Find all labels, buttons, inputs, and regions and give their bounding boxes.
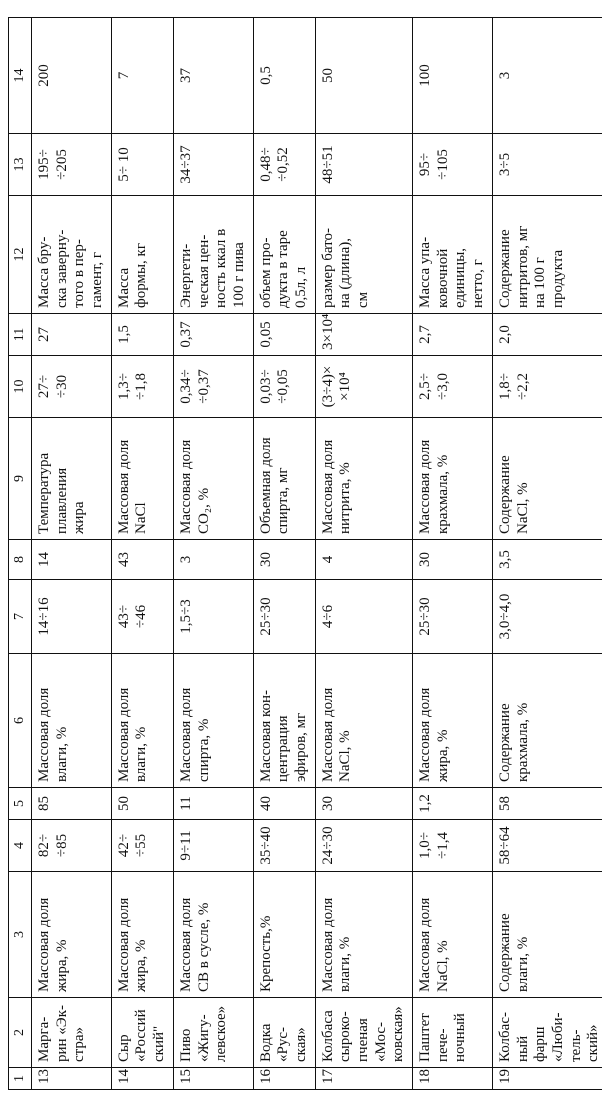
- range-1: 24÷30: [315, 820, 412, 872]
- range-4: 0,48÷ ÷0,52: [253, 134, 315, 196]
- range-4: 195÷ ÷205: [32, 134, 112, 196]
- value-3: 0,05: [253, 314, 315, 356]
- value-2: 30: [413, 540, 493, 580]
- parameter-2: Массовая доля жира, %: [413, 654, 493, 788]
- column-number: 13: [9, 134, 32, 196]
- value-3: 2,7: [413, 314, 493, 356]
- row-number: 13: [32, 1068, 112, 1090]
- range-3: 0,34÷ ÷0,37: [173, 356, 253, 418]
- range-1: 58÷64: [492, 820, 602, 872]
- parameter-1: Содержание влаги, %: [492, 872, 602, 998]
- parameter-2: Массовая доля NaCl, %: [315, 654, 412, 788]
- range-1: 9÷11: [173, 820, 253, 872]
- product-name: Пиво «Жигу- левское»: [173, 998, 253, 1068]
- column-number: 8: [9, 540, 32, 580]
- value-3: 27: [32, 314, 112, 356]
- parameter-2: Массовая доля влаги, %: [111, 654, 173, 788]
- product-name: Марга- рин «Эк- стра»: [32, 998, 112, 1068]
- range-2: 3,0÷4,0: [492, 580, 602, 654]
- column-number: 4: [9, 820, 32, 872]
- table-row: [315, 18, 412, 1090]
- column-number: 14: [9, 18, 32, 134]
- parameter-1: Массовая доля жира, %: [32, 872, 112, 998]
- range-4: 3÷5: [492, 134, 602, 196]
- value-2: 43: [111, 540, 173, 580]
- row-number: 14: [111, 1068, 173, 1090]
- value-2: 3: [173, 540, 253, 580]
- parameter-3: Массовая доля CO₂, %: [173, 418, 253, 540]
- parameter-1: Массовая доля жира, %: [111, 872, 173, 998]
- value-1: 11: [173, 788, 253, 820]
- table-row: [173, 18, 253, 1090]
- parameter-3: Массовая доля нитрита, %: [315, 418, 412, 540]
- value-4: 7: [111, 18, 173, 134]
- range-3: (3÷4)× ×10⁴: [315, 356, 412, 418]
- range-1: 1,0÷ ÷1,4: [413, 820, 493, 872]
- range-4: 5÷ 10: [111, 134, 173, 196]
- value-3: 3×10⁴: [315, 314, 412, 356]
- table-row: [32, 18, 112, 1090]
- parameter-4: Масса формы, кг: [111, 196, 173, 314]
- parameter-3: Массовая доля NaCl: [111, 418, 173, 540]
- product-name: Колбас- ный фарш «Люби- тель- ский»: [492, 998, 602, 1068]
- range-2: 25÷30: [253, 580, 315, 654]
- value-1: 1,2: [413, 788, 493, 820]
- value-1: 85: [32, 788, 112, 820]
- value-4: 37: [173, 18, 253, 134]
- value-4: 200: [32, 18, 112, 134]
- parameter-2: Содержание крахмала, %: [492, 654, 602, 788]
- range-2: 4÷6: [315, 580, 412, 654]
- row-number: 17: [315, 1068, 412, 1090]
- column-number: 11: [9, 314, 32, 356]
- value-3: 2,0: [492, 314, 602, 356]
- value-3: 1,5: [111, 314, 173, 356]
- column-number: 12: [9, 196, 32, 314]
- value-1: 40: [253, 788, 315, 820]
- value-2: 3,5: [492, 540, 602, 580]
- parameter-2: Массовая доля влаги, %: [32, 654, 112, 788]
- value-2: 30: [253, 540, 315, 580]
- range-3: 1,8÷ ÷2,2: [492, 356, 602, 418]
- range-2: 43÷ ÷46: [111, 580, 173, 654]
- parameter-1: Массовая доля NaCl, %: [413, 872, 493, 998]
- parameter-4: объем про- дукта в таре 0,5л, л: [253, 196, 315, 314]
- header-row: [9, 18, 32, 1090]
- row-number: 15: [173, 1068, 253, 1090]
- range-1: 35÷40: [253, 820, 315, 872]
- parameter-3: Массовая доля крахмала, %: [413, 418, 493, 540]
- range-1: 42÷ ÷55: [111, 820, 173, 872]
- value-3: 0,37: [173, 314, 253, 356]
- range-4: 34÷37: [173, 134, 253, 196]
- row-number: 19: [492, 1068, 602, 1090]
- parameter-4: размер бато- на (длина), см: [315, 196, 412, 314]
- table-row: [111, 18, 173, 1090]
- table-row: [492, 18, 602, 1090]
- value-1: 30: [315, 788, 412, 820]
- range-1: 82÷ ÷85: [32, 820, 112, 872]
- row-number: 16: [253, 1068, 315, 1090]
- parameter-1: Массовая доля СВ в сусле, %: [173, 872, 253, 998]
- range-4: 48÷51: [315, 134, 412, 196]
- parameter-4: Масса упа- ковочной единицы, нетто, г: [413, 196, 493, 314]
- value-4: 50: [315, 18, 412, 134]
- value-4: 100: [413, 18, 493, 134]
- range-2: 14÷16: [32, 580, 112, 654]
- value-1: 50: [111, 788, 173, 820]
- parameter-3: Содержание NaCl, %: [492, 418, 602, 540]
- product-name: Паштет пече- ночный: [413, 998, 493, 1068]
- parameter-4: Содержание нитритов, мг на 100 г продукта: [492, 196, 602, 314]
- range-4: 95÷ ÷105: [413, 134, 493, 196]
- range-3: 2,5÷ ÷3,0: [413, 356, 493, 418]
- column-number: 1: [9, 1068, 32, 1090]
- range-2: 1,5÷3: [173, 580, 253, 654]
- value-4: 0,5: [253, 18, 315, 134]
- parameter-1: Крепость,%: [253, 872, 315, 998]
- range-2: 25÷30: [413, 580, 493, 654]
- range-3: 27÷ ÷30: [32, 356, 112, 418]
- value-2: 14: [32, 540, 112, 580]
- row-number: 18: [413, 1068, 493, 1090]
- column-number: 6: [9, 654, 32, 788]
- parameter-1: Массовая доля влаги, %: [315, 872, 412, 998]
- table-row: [253, 18, 315, 1090]
- rotated-table-wrapper: [8, 18, 602, 1090]
- column-number: 7: [9, 580, 32, 654]
- parameter-4: Масса бру- ска заверну- того в пер- гамент, г: [32, 196, 112, 314]
- parameter-2: Массовая кон- центрация эфиров, мг: [253, 654, 315, 788]
- table-body: [9, 18, 602, 1090]
- product-name: Водка «Рус- ская»: [253, 998, 315, 1068]
- value-2: 4: [315, 540, 412, 580]
- range-3: 1,3÷ ÷1,8: [111, 356, 173, 418]
- column-number: 10: [9, 356, 32, 418]
- table-row: [413, 18, 493, 1090]
- parameter-3: Объемная доля спирта, мг: [253, 418, 315, 540]
- value-1: 58: [492, 788, 602, 820]
- column-number: 5: [9, 788, 32, 820]
- column-number: 9: [9, 418, 32, 540]
- parameter-4: Энергети- ческая цен- ность ккал в 100 г пива: [173, 196, 253, 314]
- product-name: Сыр «Россий ский": [111, 998, 173, 1068]
- column-number: 3: [9, 872, 32, 998]
- value-4: 3: [492, 18, 602, 134]
- data-table: [8, 17, 602, 1090]
- range-3: 0,03÷ ÷0,05: [253, 356, 315, 418]
- parameter-2: Массовая доля спирта, %: [173, 654, 253, 788]
- product-name: Колбаса сыроко- пченая «Мос- ковская»: [315, 998, 412, 1068]
- column-number: 2: [9, 998, 32, 1068]
- parameter-3: Температура плавления жира: [32, 418, 112, 540]
